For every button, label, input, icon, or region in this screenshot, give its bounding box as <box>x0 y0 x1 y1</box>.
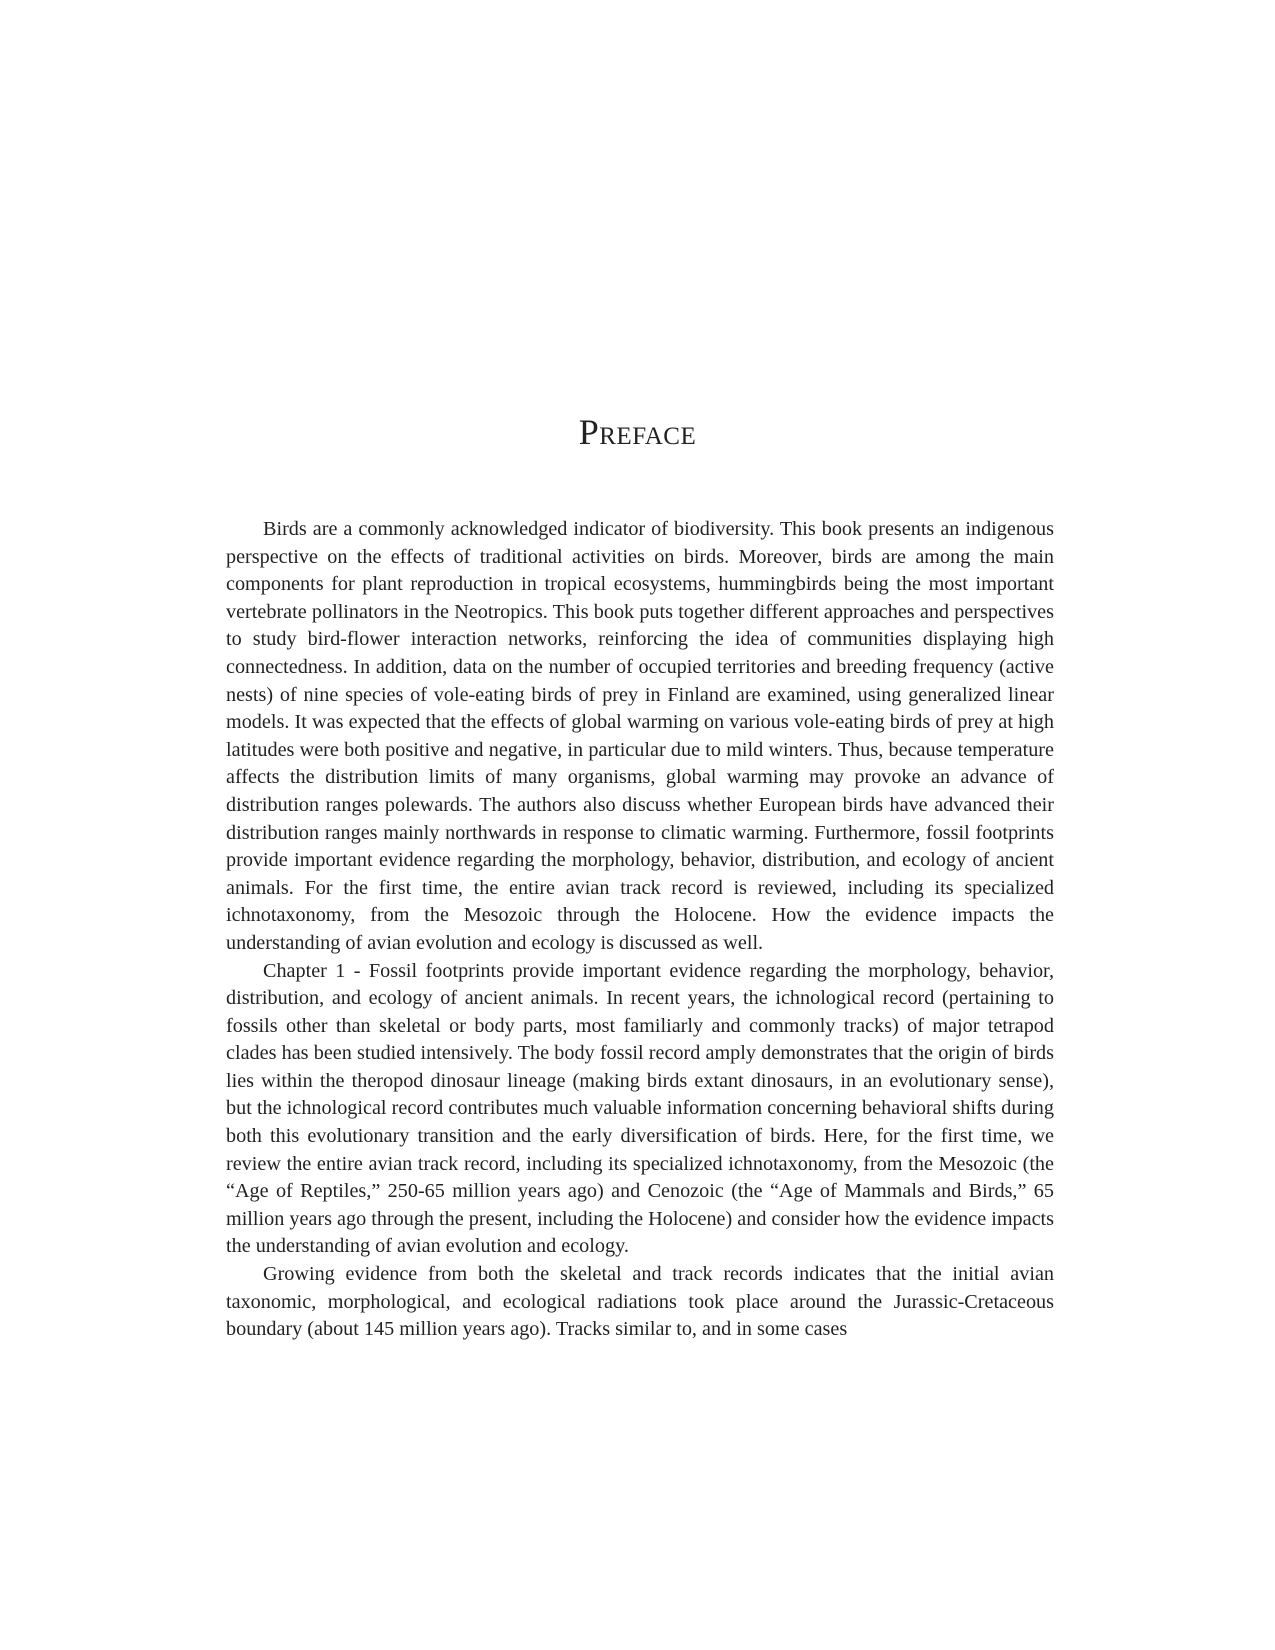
preface-body <box>226 516 1054 1344</box>
paragraph: Chapter 1 - Fossil footprints provide important evidence regarding the morphology, behavior, distribution, and ecology of ancient animals. In recent years, the ichnological record (pertaining to fossils other than skeletal or body parts, most familiarly and commonly tracks) of major tetrapod clades has been studied intensively. The body fossil record amply demonstrates that the origin of birds lies within the theropod dinosaur lineage (making birds extant dinosaurs, in an evolutionary sense), but the ichnological record contributes much valuable information concerning behavioral shifts during both this evolutionary transition and the early diversification of birds. Here, for the first time, we review the entire avian track record, including its specialized ichnotaxonomy, from the Mesozoic (the “Age of Reptiles,” 250-65 million years ago) and Cenozoic (the “Age of Mammals and Birds,” 65 million years ago through the present, including the Holocene) and consider how the evidence impacts the understanding of avian evolution and ecology. <box>226 959 1055 1258</box>
page-title: Preface <box>578 412 697 452</box>
paragraph: Growing evidence from both the skeletal and track records indicates that the initial avian taxonomic, morphological, and ecological radiations took place around the Jurassic-Cretaceous boundary (about 145 million years ago). Tracks similar to, and in some cases <box>226 1263 1054 1341</box>
paragraph: Birds are a commonly acknowledged indicator of biodiversity. This book presents an indigenous perspective on the effects of traditional activities on birds. Moreover, birds are among the main components for plant reproduction in tropical ecosystems, hummingbirds being the most important vertebrate pollinators in the Neotropics. This book puts together different approaches and perspectives to study bird-flower interaction networks, reinforcing the idea of communities displaying high connectedness. In addition, data on the number of occupied territories and breeding frequency (active nests) of nine species of vole-eating birds of prey in Finland are examined, using generalized linear models. It was expected that the effects of global warming on various vole-eating birds of prey at high latitudes were both positive and negative, in particular due to mild winters. Thus, because temperature affects the distribution limits of many organisms, global warming may provoke an advance of distribution ranges polewards. The authors also discuss whether European birds have advanced their distribution ranges mainly northwards in response to climatic warming. Furthermore, fossil footprints provide important evidence regarding the morphology, behavior, distribution, and ecology of ancient animals. For the first time, the entire avian track record is reviewed, including its specialized ichnotaxonomy, from the Mesozoic through the Holocene. How the evidence impacts the understanding of avian evolution and ecology is discussed as well. <box>226 518 1054 954</box>
